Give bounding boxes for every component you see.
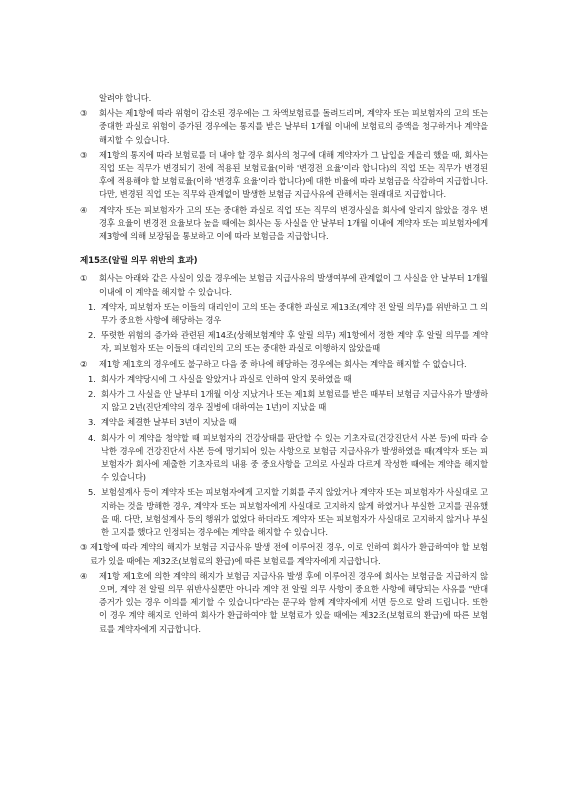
item-number: 1. xyxy=(88,373,96,384)
clause-marker: ① xyxy=(80,273,88,284)
numbered-item xyxy=(88,432,488,485)
clause-item xyxy=(80,107,488,147)
item-text: 회사가 그 사실을 안 날부터 1개월 이상 지났거나 또는 제1회 보험료를 받은 때부터 보험금 지급사유가 발생하지 않고 2년(진단계약의 경우 질병에 대하여는 1년)이 지났을 때 xyxy=(101,389,488,413)
clause-text: 제1항 제1호의 경우에도 불구하고 다음 중 하나에 해당하는 경우에는 회사는 계약을 해지할 수 없습니다. xyxy=(99,358,467,369)
item-text: 회사가 이 계약을 청약할 때 피보험자의 건강상태를 판단할 수 있는 기초자료(건강진단서 사본 등)에 따라 승낙한 경우에 건강진단서 사본 등에 명기되어 있는 사항으로 보험금 지급사유가 발생하였을 때(계약자 또는 피보험자가 회사에 제출한 기초자료의 내용 중 중요사항을 고의로 사실과 다르게 작성한 때에는 계약을 해지할 수 있습니다) xyxy=(101,432,488,483)
item-text: 뚜렷한 위험의 증가와 관련된 제14조(상해보험계약 후 알릴 의무) 제1항에서 정한 계약 후 알릴 의무를 계약자, 피보험자 또는 이들의 대리인의 고의 또는 중대한 과실로 이행하지 않았을때 xyxy=(101,330,488,354)
numbered-item xyxy=(88,486,488,539)
clause-text: 계약자 또는 피보험자가 고의 또는 중대한 과실로 직업 또는 직무의 변경사실을 회사에 알리지 않았을 경우 변경후 요율이 변경전 요율보다 높을 때에는 회사는 동 사실을 안 날부터 1개월 이내에 계약자 또는 피보험자에게 제3항에 의해 보장됨을 통보하고 이에 따라 보험금을 지급합니다. xyxy=(99,204,488,242)
clause-marker: ③ xyxy=(80,108,88,119)
item-text: 계약을 체결한 날부터 3년이 지났을 때 xyxy=(101,417,237,428)
numbered-item xyxy=(88,416,488,429)
numbered-item xyxy=(88,373,488,386)
clause-item xyxy=(80,358,488,371)
item-number: 2. xyxy=(88,330,96,341)
clause-item xyxy=(80,272,488,298)
clause-marker: ② xyxy=(80,358,88,369)
item-number: 5. xyxy=(88,487,96,498)
clause-text: 회사는 아래와 같은 사실이 있을 경우에는 보험금 지급사유의 발생여부에 관계없이 그 사실을 안 날부터 1개월 이내에 이 계약을 해지할 수 있습니다. xyxy=(99,273,488,297)
clause-item xyxy=(80,570,488,636)
item-text: 회사가 계약당시에 그 사실을 알았거나 과실로 인하여 알지 못하였을 때 xyxy=(101,373,352,384)
document-page xyxy=(80,92,488,638)
clause-marker: ③ xyxy=(80,542,88,553)
item-number: 1. xyxy=(88,301,96,312)
clause-text: 제1항에 따라 계약의 해지가 보험금 지급사유 발생 전에 이루어진 경우, 이로 인하여 회사가 환급하여야 할 보험료가 있을 때에는 제32조(보험료의 환급)에 따른 보험료를 계약자에게 지급합니다. xyxy=(90,542,488,566)
clause-text: 제1항의 통지에 따라 보험료를 더 내야 할 경우 회사의 청구에 대해 계약자가 그 납입을 게을리 했을 때, 회사는 직업 또는 직무가 변경되기 전에 적용된 보험료율(이하 '변경전 요율'이라 합니다)의 직업 또는 직무가 변경된 후에 적용해야 할 보험료율(이하 '변경후 요율'이라 합니다)에 대한 비율에 따라 보험금을 삭감하여 지급합니다. 다만, 변경된 직업 또는 직무와 관계없이 발생한 보험금 지급사유에 관해서는 원래대로 지급합니다. xyxy=(99,149,488,200)
item-number: 4. xyxy=(88,432,96,443)
numbered-item xyxy=(88,301,488,327)
clause-item xyxy=(80,204,488,244)
clause-item xyxy=(80,541,488,567)
clause-marker: ③ xyxy=(80,149,88,160)
clause-marker: ④ xyxy=(80,570,88,581)
clause-item xyxy=(80,149,488,202)
numbered-item xyxy=(88,388,488,414)
clause-text: 제1항 제1호에 의한 계약의 해지가 보험금 지급사유 발생 후에 이루어진 경우에 회사는 보험금을 지급하지 않으며, 계약 전 알릴 의무 위반사실뿐만 아니라 계약 전 알릴 의무 사항이 중요한 사항에 해당되는 사유를 "반대증거가 있는 경우 이의를 제기할 수 있습니다"라는 문구와 함께 계약자에게 서면 등으로 알려 드립니다. 또한 이 경우 계약 해지로 인하여 회사가 환급하여야 할 보험료가 있을 때에는 제32조(보험료의 환급)에 따른 보험료를 계약자에게 지급합니다. xyxy=(99,570,488,634)
item-number: 2. xyxy=(88,389,96,400)
clause-marker: ④ xyxy=(80,204,88,215)
item-text: 계약자, 피보험자 또는 이들의 대리인이 고의 또는 중대한 과실로 제13조(계약 전 알릴 의무)를 위반하고 그 의무가 중요한 사항에 해당하는 경우 xyxy=(101,301,488,326)
section-heading: 제15조(알릴 의무 위반의 효과) xyxy=(80,256,198,267)
continuation-text: 알려야 합니다. xyxy=(99,93,152,103)
numbered-item xyxy=(88,329,488,355)
item-text: 보험설계사 등이 계약자 또는 피보험자에게 고지할 기회를 주지 않았거나 계약자 또는 피보험자가 사실대로 고지하는 것을 방해한 경우, 계약자 또는 피보험자에게 사실대로 고지하지 않게 하였거나 부실한 고지를 권유했을 때. 다만, 보험설계사 등의 행위가 없었다 하더라도 계약자 또는 피보험자가 사실대로 고지하지 않거나 부실한 고지를 했다고 인정되는 경우에는 계약을 해지할 수 있습니다. xyxy=(101,487,488,538)
item-number: 3. xyxy=(88,417,96,428)
clause-text: 회사는 제1항에 따라 위험이 감소된 경우에는 그 차액보험료를 돌려드리며, 계약자 또는 피보험자의 고의 또는 중대한 과실로 위험이 증가된 경우에는 통지를 받은 날부터 1개월 이내에 보험료의 증액을 청구하거나 계약을 해지할 수 있습니다. xyxy=(99,108,488,145)
